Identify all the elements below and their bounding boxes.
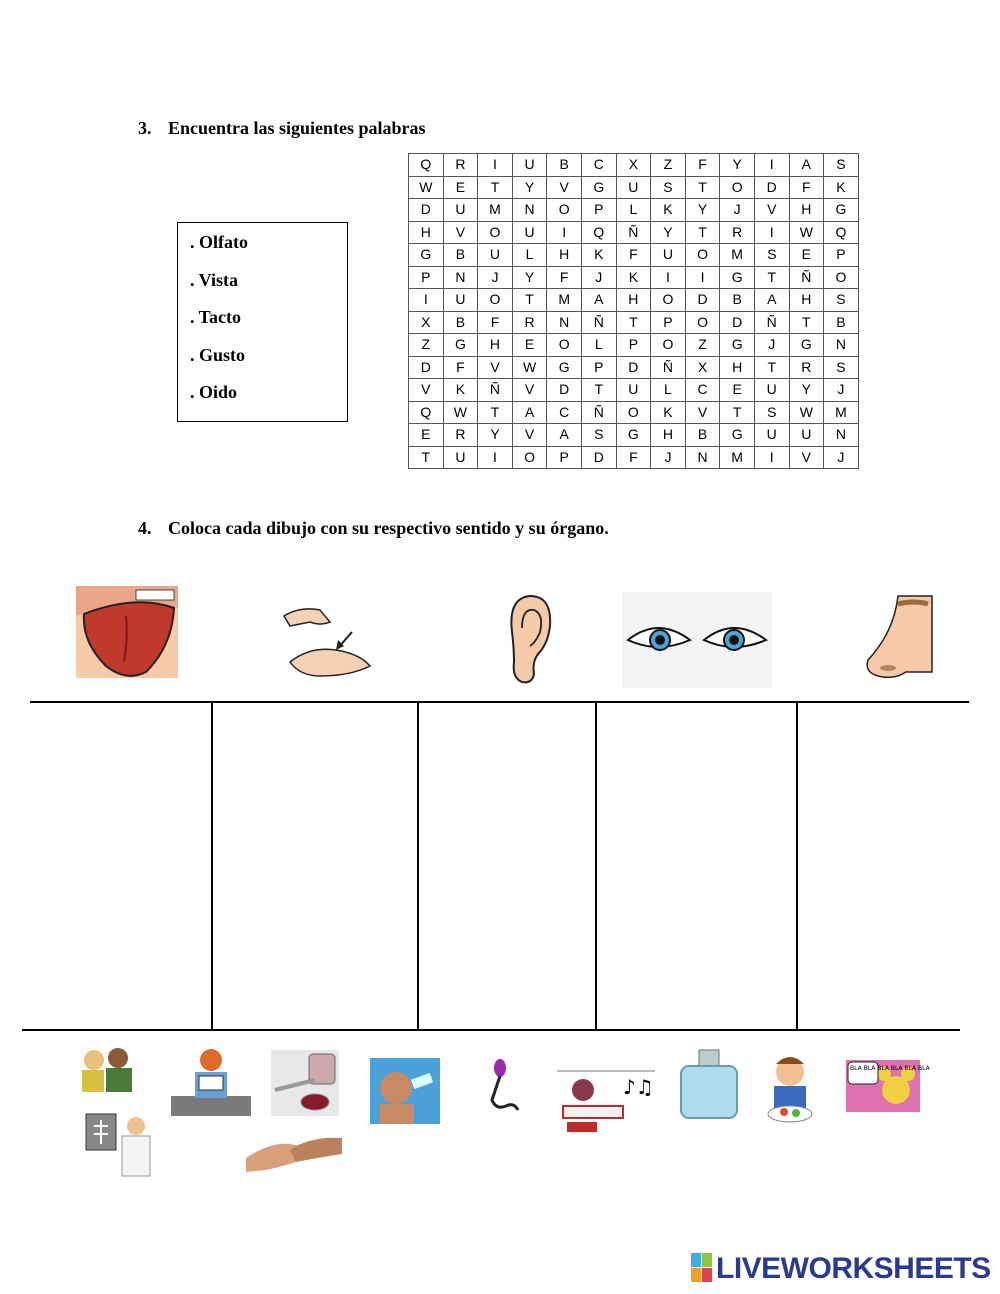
grid-cell[interactable]: L [581,334,616,357]
word-search-grid [408,153,859,469]
svg-text:♪♫: ♪♫ [623,1075,654,1099]
grid-cell[interactable]: T [754,356,789,379]
grid-row [409,289,859,312]
grid-cell[interactable]: W [409,176,444,199]
grid-cell[interactable]: Y [651,221,686,244]
grid-cell[interactable]: M [720,244,755,267]
section-4-heading [138,518,609,539]
logo-badge-icon [691,1253,713,1283]
grid-cell[interactable]: G [547,356,582,379]
grid-cell[interactable]: Q [581,221,616,244]
section-3-heading [138,118,426,139]
drop-zone-column-4[interactable] [598,703,795,1029]
grid-cell[interactable]: K [651,199,686,222]
grid-cell[interactable]: T [478,401,513,424]
grid-cell[interactable]: F [547,266,582,289]
grid-cell[interactable]: F [789,176,824,199]
grid-cell[interactable]: Y [512,176,547,199]
grid-cell[interactable]: R [443,154,478,177]
grid-cell[interactable]: F [478,311,513,334]
grid-cell[interactable]: I [754,446,789,469]
grid-cell[interactable]: A [581,289,616,312]
nose-icon [858,592,932,688]
grid-cell[interactable]: R [443,424,478,447]
grid-cell[interactable]: G [720,334,755,357]
grid-cell[interactable]: V [512,379,547,402]
grid-cell[interactable]: Ñ [478,379,513,402]
grid-cell[interactable]: Ñ [789,266,824,289]
drop-zone-column-1[interactable] [32,703,210,1029]
grid-cell[interactable]: B [443,244,478,267]
grid-cell[interactable]: T [478,176,513,199]
grid-cell[interactable]: B [824,311,859,334]
grid-cell[interactable]: B [443,311,478,334]
grid-cell[interactable]: P [581,199,616,222]
grid-cell[interactable]: L [616,199,651,222]
grid-cell[interactable]: W [512,356,547,379]
grid-cell[interactable]: Z [409,334,444,357]
grid-row [409,199,859,222]
grid-cell[interactable]: G [581,176,616,199]
grid-row [409,424,859,447]
grid-cell[interactable]: D [409,356,444,379]
grid-cell[interactable]: P [824,244,859,267]
handshake-picture[interactable] [246,1118,342,1178]
grid-row [409,311,859,334]
logo-text: LIVEWORKSHEETS [716,1252,991,1285]
grid-cell[interactable]: G [720,424,755,447]
drop-zone-column-5[interactable] [799,703,967,1029]
grid-cell[interactable]: Ñ [581,311,616,334]
grid-cell[interactable]: T [685,221,720,244]
grid-cell[interactable]: S [754,244,789,267]
grid-cell[interactable]: N [547,311,582,334]
grid-cell[interactable]: T [512,289,547,312]
grid-cell[interactable]: I [754,221,789,244]
grid-cell[interactable]: V [443,221,478,244]
grid-cell[interactable]: K [616,266,651,289]
grid-cell[interactable]: H [789,289,824,312]
grid-cell[interactable]: O [547,334,582,357]
grid-cell[interactable]: A [789,154,824,177]
grid-row [409,266,859,289]
grid-cell[interactable]: T [754,266,789,289]
column-divider [211,702,213,1030]
talking-mouse-picture[interactable] [846,1060,930,1112]
grid-cell[interactable]: R [789,356,824,379]
grid-cell[interactable]: C [547,401,582,424]
grid-cell[interactable]: U [478,244,513,267]
grid-cell[interactable]: U [443,199,478,222]
grid-cell[interactable]: S [824,356,859,379]
grid-cell[interactable]: Ñ [754,311,789,334]
grid-cell[interactable]: H [547,244,582,267]
grid-cell[interactable]: Z [685,334,720,357]
grid-cell[interactable]: W [789,221,824,244]
grid-cell[interactable]: I [685,266,720,289]
grid-cell[interactable]: G [409,244,444,267]
section-title: Encuentra las siguientes palabras [168,118,426,138]
speech-bubble-text: BLA BLA BLA BLA BLA BLA [850,1065,930,1072]
grid-cell[interactable]: N [512,199,547,222]
spoon-syrup-picture[interactable] [271,1050,339,1116]
grid-cell[interactable]: Ñ [651,356,686,379]
grid-cell[interactable]: I [478,446,513,469]
grid-cell[interactable]: N [824,334,859,357]
grid-cell[interactable]: V [547,176,582,199]
eyes-icon [622,592,772,688]
grid-cell[interactable]: V [685,401,720,424]
drop-zone-column-3[interactable] [420,703,594,1029]
word-item: . Tacto [190,307,242,327]
grid-cell[interactable]: O [685,244,720,267]
grid-cell[interactable]: Y [478,424,513,447]
grid-cell[interactable]: Q [824,221,859,244]
grid-cell[interactable]: H [409,221,444,244]
grid-cell[interactable]: V [512,424,547,447]
grid-cell[interactable]: N [685,446,720,469]
grid-cell[interactable]: J [720,199,755,222]
grid-cell[interactable]: H [651,424,686,447]
grid-cell[interactable]: E [720,379,755,402]
column-divider [796,702,798,1030]
grid-cell[interactable]: Q [409,154,444,177]
grid-cell[interactable]: E [789,244,824,267]
grid-cell[interactable]: I [547,221,582,244]
grid-cell[interactable]: Q [409,401,444,424]
grid-cell[interactable]: T [581,379,616,402]
grid-cell[interactable]: S [754,401,789,424]
word-item: . Olfato [190,232,248,252]
grid-cell[interactable]: V [478,356,513,379]
grid-cell[interactable]: H [789,199,824,222]
grid-cell[interactable]: I [651,266,686,289]
grid-cell[interactable]: M [478,199,513,222]
grid-cell[interactable]: R [720,221,755,244]
grid-cell[interactable]: V [409,379,444,402]
grid-cell[interactable]: S [824,154,859,177]
grid-cell[interactable]: K [443,379,478,402]
word-list-box [177,222,348,422]
grid-cell[interactable]: T [789,311,824,334]
grid-cell[interactable]: P [581,356,616,379]
girl-reading-picture[interactable] [171,1046,251,1116]
grid-cell[interactable]: G [616,424,651,447]
boy-eating-picture[interactable] [760,1050,820,1126]
grid-cell[interactable]: D [409,199,444,222]
grid-row [409,401,859,424]
grid-cell[interactable]: B [720,289,755,312]
grid-cell[interactable]: O [824,266,859,289]
grid-cell[interactable]: G [720,266,755,289]
grid-row [409,221,859,244]
grid-cell[interactable]: T [616,311,651,334]
grid-cell[interactable]: Y [685,199,720,222]
grid-cell[interactable]: U [651,244,686,267]
grid-cell[interactable]: C [685,379,720,402]
column-divider [417,702,419,1030]
grid-cell[interactable]: M [720,446,755,469]
grid-cell[interactable]: S [651,176,686,199]
section-number: 3. [138,118,152,138]
perfume-bottle-picture[interactable] [675,1048,743,1120]
liveworksheets-logo [691,1252,991,1286]
grid-cell[interactable]: E [409,424,444,447]
xray-doctor-picture[interactable] [82,1108,154,1176]
grid-cell[interactable]: T [720,401,755,424]
grid-cell[interactable]: I [409,289,444,312]
grid-cell[interactable]: O [547,199,582,222]
grid-cell[interactable]: H [616,289,651,312]
grid-cell[interactable]: J [824,379,859,402]
grid-cell[interactable]: B [685,424,720,447]
grid-cell[interactable]: O [478,221,513,244]
grid-cell[interactable]: U [443,446,478,469]
grid-cell[interactable]: U [754,379,789,402]
word-item: . Vista [190,269,239,290]
grid-cell[interactable]: U [512,154,547,177]
grid-cell[interactable]: X [685,356,720,379]
grid-cell[interactable]: J [754,334,789,357]
girl-keyboard-picture[interactable] [557,1068,655,1136]
grid-cell[interactable]: G [824,199,859,222]
grid-cell[interactable]: D [720,311,755,334]
grid-row [409,334,859,357]
grid-cell[interactable]: W [789,401,824,424]
grid-cell[interactable]: P [651,311,686,334]
grid-cell[interactable]: H [720,356,755,379]
grid-row [409,379,859,402]
grid-cell[interactable]: E [443,176,478,199]
grid-cell[interactable]: J [581,266,616,289]
grid-cell[interactable]: J [651,446,686,469]
grid-row [409,356,859,379]
grid-cell[interactable]: P [409,266,444,289]
grid-cell[interactable]: D [616,356,651,379]
grid-cell[interactable]: S [581,424,616,447]
drinking-water-picture[interactable] [370,1058,440,1124]
grid-cell[interactable]: O [512,446,547,469]
column-divider [595,702,597,1030]
grid-cell[interactable]: M [824,401,859,424]
grid-cell[interactable]: O [651,289,686,312]
grid-cell[interactable]: U [512,221,547,244]
ear-icon [498,592,556,686]
grid-cell[interactable]: O [478,289,513,312]
grid-cell[interactable]: P [547,446,582,469]
grid-cell[interactable]: U [754,424,789,447]
grid-cell[interactable]: U [616,379,651,402]
grid-cell[interactable]: K [651,401,686,424]
grid-cell[interactable]: K [824,176,859,199]
grid-cell[interactable]: D [581,446,616,469]
grid-cell[interactable]: O [651,334,686,357]
grid-cell[interactable]: G [789,334,824,357]
microphone-picture[interactable] [478,1056,526,1114]
grid-cell[interactable]: D [547,379,582,402]
tongue-icon [76,586,178,678]
grid-cell[interactable]: Ñ [616,221,651,244]
grid-row [409,176,859,199]
grid-cell[interactable]: Z [651,154,686,177]
word-item: . Oido [190,382,238,402]
grid-cell[interactable]: Ñ [581,401,616,424]
grid-row [409,244,859,267]
grid-cell[interactable]: Y [789,379,824,402]
section-number: 4. [138,518,152,538]
grid-cell[interactable]: X [616,154,651,177]
grid-cell[interactable]: N [443,266,478,289]
grid-cell[interactable]: U [789,424,824,447]
grid-cell[interactable]: N [824,424,859,447]
grid-cell[interactable]: S [824,289,859,312]
grid-cell[interactable]: W [443,401,478,424]
word-item: . Gusto [190,344,246,365]
grid-row [409,154,859,177]
grid-cell[interactable]: F [616,244,651,267]
kiss-picture[interactable] [74,1046,140,1092]
grid-cell[interactable]: O [616,401,651,424]
grid-cell[interactable]: P [616,334,651,357]
grid-cell[interactable]: D [685,289,720,312]
grid-cell[interactable]: T [409,446,444,469]
grid-cell[interactable]: A [754,289,789,312]
grid-cell[interactable]: L [512,244,547,267]
grid-cell[interactable]: O [720,176,755,199]
grid-cell[interactable]: H [478,334,513,357]
grid-cell[interactable]: M [547,289,582,312]
grid-cell[interactable]: E [512,334,547,357]
grid-cell[interactable]: R [512,311,547,334]
grid-cell[interactable]: F [685,154,720,177]
grid-cell[interactable]: A [512,401,547,424]
grid-cell[interactable]: T [685,176,720,199]
grid-cell[interactable]: I [478,154,513,177]
grid-cell[interactable]: B [547,154,582,177]
grid-cell[interactable]: F [616,446,651,469]
grid-cell[interactable]: L [651,379,686,402]
drop-zone-column-2[interactable] [214,703,416,1029]
grid-cell[interactable]: Y [512,266,547,289]
grid-cell[interactable]: G [443,334,478,357]
grid-cell[interactable]: V [789,446,824,469]
grid-cell[interactable]: X [409,311,444,334]
grid-row [409,446,859,469]
grid-cell[interactable]: K [581,244,616,267]
grid-cell[interactable]: Y [720,154,755,177]
grid-cell[interactable]: C [581,154,616,177]
grid-cell[interactable]: U [616,176,651,199]
grid-cell[interactable]: J [824,446,859,469]
grid-cell[interactable]: F [443,356,478,379]
section-title: Coloca cada dibujo con su respectivo sentido y su órgano. [168,518,609,538]
grid-cell[interactable]: I [754,154,789,177]
grid-cell[interactable]: U [443,289,478,312]
grid-cell[interactable]: D [754,176,789,199]
grid-cell[interactable]: J [478,266,513,289]
table-bottom-border [22,1029,960,1031]
hand-touch-icon [280,592,376,684]
grid-cell[interactable]: V [754,199,789,222]
grid-cell[interactable]: A [547,424,582,447]
grid-cell[interactable]: O [685,311,720,334]
